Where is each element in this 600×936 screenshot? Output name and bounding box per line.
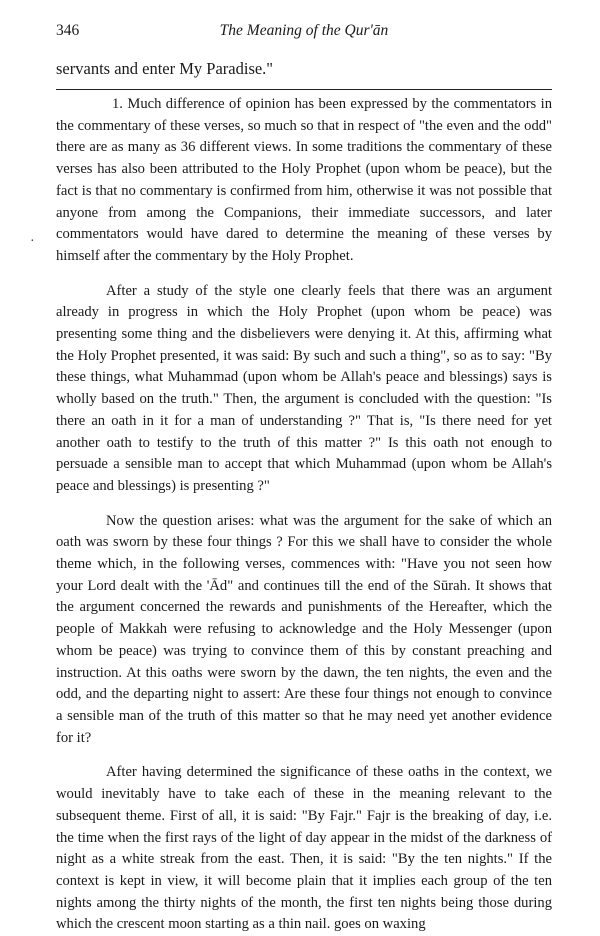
footnote-divider xyxy=(56,89,552,90)
paragraph-4: After having determined the significance of these oaths in the context, we would inevitably have to take each of these in the meaning relevant to the subsequent theme. First of all, it is said: "By Fajr." Fajr is the breaking of day, i.e. the time when the first rays of the light of day appear in the midst of the darkness of night as a white streak from the east. Then, it is said: "By the ten nights." If the context is kept in view, it will become plain that it implies each group of the ten nights among the thirty nights of the month, the first ten nights being those during which the crescent moon starting as a thin nail. goes on waxing xyxy=(56,764,552,933)
paragraph-1: 1. Much difference of opinion has been expressed by the commentators in the commentary of these verses, so much so that in respect of "the even and the odd" there are as many as 36 different views. In some traditions the commentary of these verses has also been attributed to the Holy Prophet (upon whom be peace), but the fact is that no commentary is confirmed from him, otherwise it was not possible that anyone from among the Companions, their immediate successors, and later commentators would have dared to determine the meaning of these verses by himself after the commentary by the Holy Prophet. xyxy=(56,96,552,264)
running-title: The Meaning of the Qur'ān xyxy=(219,22,389,39)
margin-mark: · xyxy=(30,234,35,249)
continuation-line: servants and enter My Paradise." xyxy=(56,59,274,78)
footnote-body xyxy=(56,94,552,936)
page-number: 346 xyxy=(56,22,80,39)
page-header xyxy=(56,22,552,44)
paragraph-3: Now the question arises: what was the argument for the sake of which an oath was sworn by these four things ? For this we shall have to consider the whole theme which, in the following verses, commences with: "Have you not seen how your Lord dealt with the 'Ād" and continues till the end of the Sūrah. It shows that the argument concerned the rewards and punishments of the Hereafter, which the people of Makkah were refusing to acknowledge and the Holy Messenger (upon whom be peace) was trying to convince them of this by constant preaching and instruction. At this oaths were sworn by the dawn, the ten nights, the even and the odd, and the departing night to assert: Are these four things not enough to convince a sensible man of the truth of this matter so that he may need yet another evidence for it? xyxy=(56,512,552,746)
paragraph-2: After a study of the style one clearly feels that there was an argument already in progress in which the Holy Prophet (upon whom be peace) was presenting some thing and the disbelievers were denying it. At this, affirming what the Holy Prophet presented, it was said: By such and such a thing", so as to say: "By these things, what Muhammad (upon whom be Allah's peace and blessings) says is wholly based on the truth." Then, the argument is concluded with the question: "Is there an oath in it for a man of understanding ?" That is, "Is there need for yet another oath to testify to the truth of this matter ?" Is this oath not enough to persuade a sensible man to accept that which Muhammad (upon whom be Allah's peace and blessings) is presenting ?" xyxy=(56,282,552,494)
